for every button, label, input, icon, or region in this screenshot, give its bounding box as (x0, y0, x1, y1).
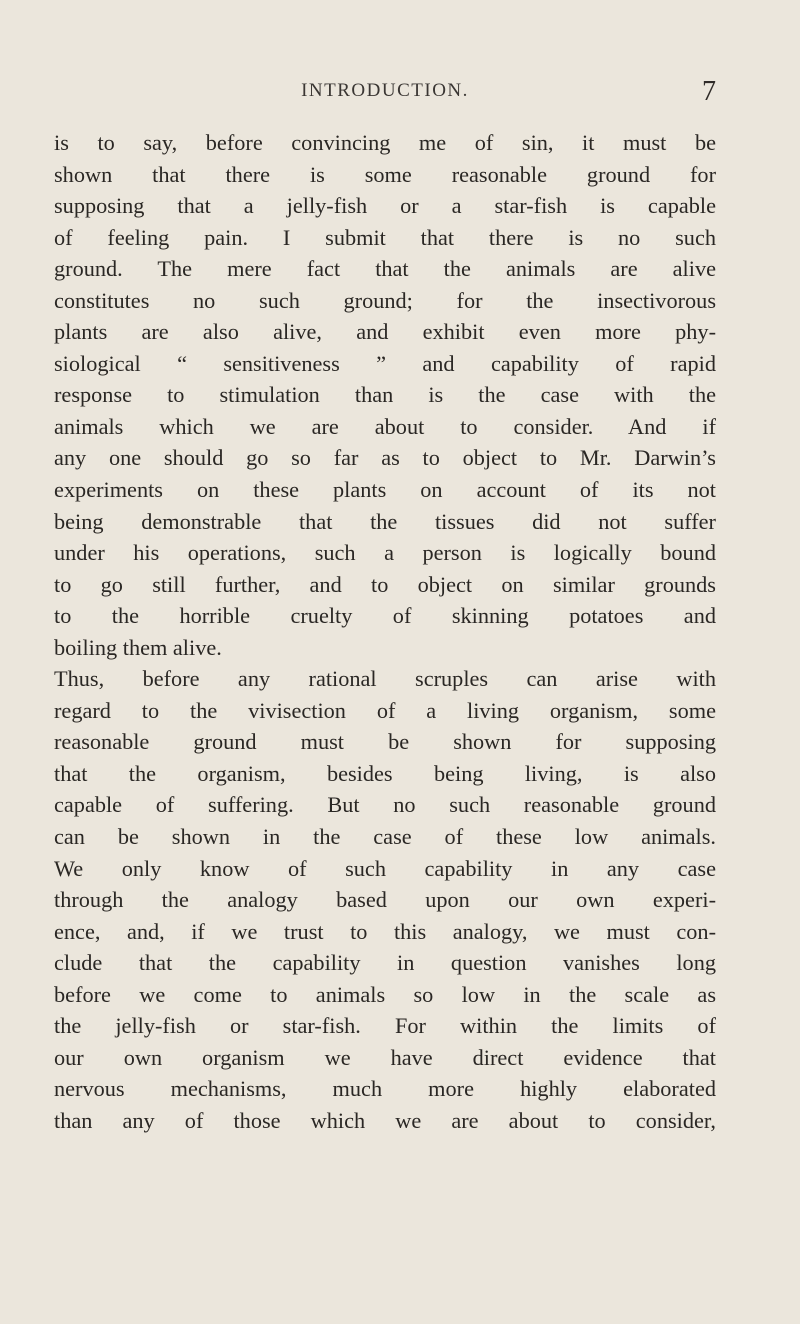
text-line: clude that the capability in question vanishes long (54, 950, 716, 976)
text-line: of feeling pain. I submit that there is no such (54, 224, 716, 250)
page-number: 7 (702, 76, 716, 107)
text-line: Thus, before any rational scruples can arise with (54, 666, 716, 692)
text-line: to the horrible cruelty of skinning potatoes and (54, 603, 716, 629)
text-line: that the organism, besides being living, is also (54, 760, 716, 786)
running-head (54, 76, 716, 110)
text-line: being demonstrable that the tissues did not suffer (54, 508, 716, 534)
body-text (54, 127, 716, 1137)
running-head-title: INTRODUCTION. (301, 80, 469, 101)
text-line: plants are also alive, and exhibit even more phy- (54, 319, 716, 345)
text-line: to go still further, and to object on similar grounds (54, 571, 716, 597)
text-line: regard to the vivisection of a living organism, some (54, 697, 716, 723)
text-line: is to say, before convincing me of sin, it must be (54, 130, 716, 155)
text-line: the jelly-fish or star-fish. For within the limits of (54, 1013, 716, 1039)
text-line: We only know of such capability in any case (54, 855, 716, 881)
text-line: ground. The mere fact that the animals are alive (54, 256, 716, 282)
text-line: shown that there is some reasonable ground for (54, 161, 716, 187)
text-line: ence, and, if we trust to this analogy, we must con- (54, 918, 716, 944)
text-line: can be shown in the case of these low animals. (54, 824, 716, 850)
text-line: our own organism we have direct evidence that (54, 1044, 716, 1070)
text-line: reasonable ground must be shown for supposing (54, 729, 716, 755)
text-line: before we come to animals so low in the scale as (54, 981, 716, 1007)
text-line: response to stimulation than is the case with the (54, 382, 716, 408)
text-line: experiments on these plants on account of its not (54, 477, 716, 503)
text-line: any one should go so far as to object to Mr. Darwin’s (54, 445, 716, 471)
text-line: siological “ sensitiveness ” and capability of rapid (54, 350, 716, 376)
text-line: than any of those which we are about to consider, (54, 1107, 716, 1133)
text-line: boiling them alive. (54, 634, 222, 660)
text-line: through the analogy based upon our own experi- (54, 887, 716, 913)
text-line: capable of suffering. But no such reasonable ground (54, 792, 716, 818)
text-line: constitutes no such ground; for the insectivorous (54, 287, 716, 313)
text-line: supposing that a jelly-fish or a star-fish is capable (54, 193, 716, 219)
text-line: under his operations, such a person is logically bound (54, 540, 716, 566)
text-line: animals which we are about to consider. And if (54, 413, 716, 439)
text-line: nervous mechanisms, much more highly elaborated (54, 1076, 716, 1102)
